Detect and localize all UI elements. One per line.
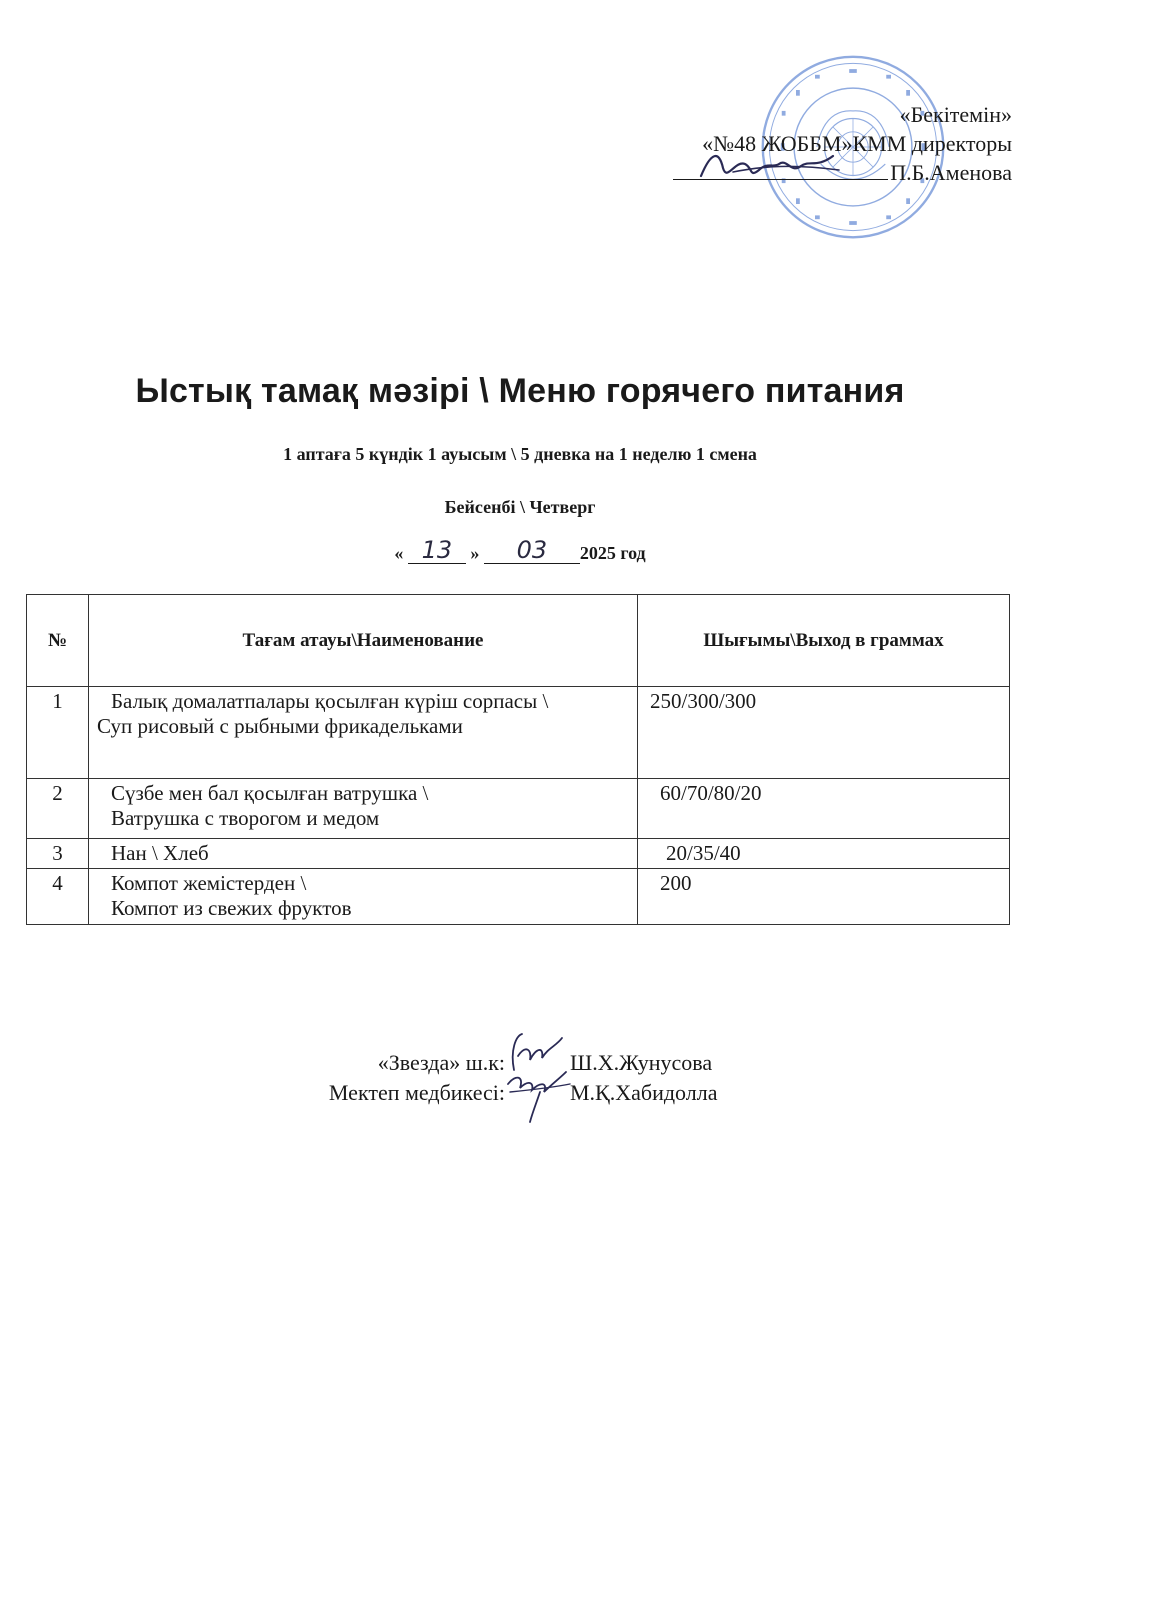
- row-output: 20/35/40: [638, 839, 1010, 869]
- dish-name-ru: Компот из свежих фруктов: [111, 896, 352, 920]
- header-dish-name: Тағам атауы\Наименование: [89, 595, 638, 687]
- dish-name-kz: Компот жемістерден \: [111, 871, 307, 895]
- date-close-quote: »: [470, 543, 480, 563]
- dish-name-ru: Суп рисовый с рыбными фрикадельками: [97, 714, 463, 738]
- header-output: Шығымы\Выход в граммах: [638, 595, 1010, 687]
- row-dish-name: [89, 687, 638, 779]
- table-row: [27, 687, 1010, 779]
- row-number: 4: [27, 869, 89, 925]
- signature-row-nurse: [0, 1078, 1040, 1108]
- director-signature: [693, 146, 843, 186]
- row-number: 2: [27, 779, 89, 839]
- director-name: П.Б.Аменова: [890, 160, 1012, 185]
- dish-name: Нан \ Хлеб: [111, 841, 209, 865]
- approval-heading: «Бекітемін»: [899, 102, 1012, 127]
- dish-name-kz: Балық домалатпалары қосылған күріш сорпасы \: [111, 689, 549, 713]
- row-output: 200: [638, 869, 1010, 925]
- director-signature-line: [673, 160, 888, 180]
- approval-signatory: [673, 158, 1012, 187]
- row-number: 1: [27, 687, 89, 779]
- table-row: [27, 779, 1010, 839]
- date-day: 13: [408, 540, 466, 564]
- table-row: [27, 839, 1010, 869]
- signatory-role: Мектеп медбикесі:: [328, 1080, 505, 1105]
- date-year: 2025 год: [579, 543, 646, 563]
- date-month: 03: [484, 540, 580, 564]
- signatory-role: «Звезда» ш.к:: [377, 1050, 505, 1075]
- page-title: Ыстық тамақ мәзірі \ Меню горячего питания: [135, 372, 905, 410]
- row-dish-name: [89, 869, 638, 925]
- row-dish-name: [89, 839, 638, 869]
- schedule-subtitle: 1 аптаға 5 күндік 1 ауысым \ 5 дневка на 1 неделю 1 смена: [283, 444, 757, 464]
- row-number: 3: [27, 839, 89, 869]
- date-line: [0, 536, 1040, 564]
- date-open-quote: «: [394, 543, 404, 563]
- nurse-signature: [500, 1056, 575, 1126]
- table-row: [27, 869, 1010, 925]
- table-header-row: [27, 595, 1010, 687]
- approval-organization: «№48 ЖОББМ»КММ директоры: [702, 131, 1012, 156]
- weekday-label: Бейсенбі \ Четверг: [444, 497, 596, 517]
- dish-name-kz: Сүзбе мен бал қосылған ватрушка \: [111, 781, 429, 805]
- header-number: №: [27, 595, 89, 687]
- dish-name-ru: Ватрушка с творогом и медом: [111, 806, 380, 830]
- row-output: 60/70/80/20: [638, 779, 1010, 839]
- signatures-block: [0, 1048, 1040, 1108]
- approval-block: [673, 100, 1012, 187]
- signatory-name: М.Қ.Хабидолла: [570, 1080, 718, 1105]
- row-output: 250/300/300: [638, 687, 1010, 779]
- row-dish-name: [89, 779, 638, 839]
- menu-table: [26, 594, 1010, 925]
- signatory-name: Ш.Х.Жунусова: [570, 1050, 713, 1075]
